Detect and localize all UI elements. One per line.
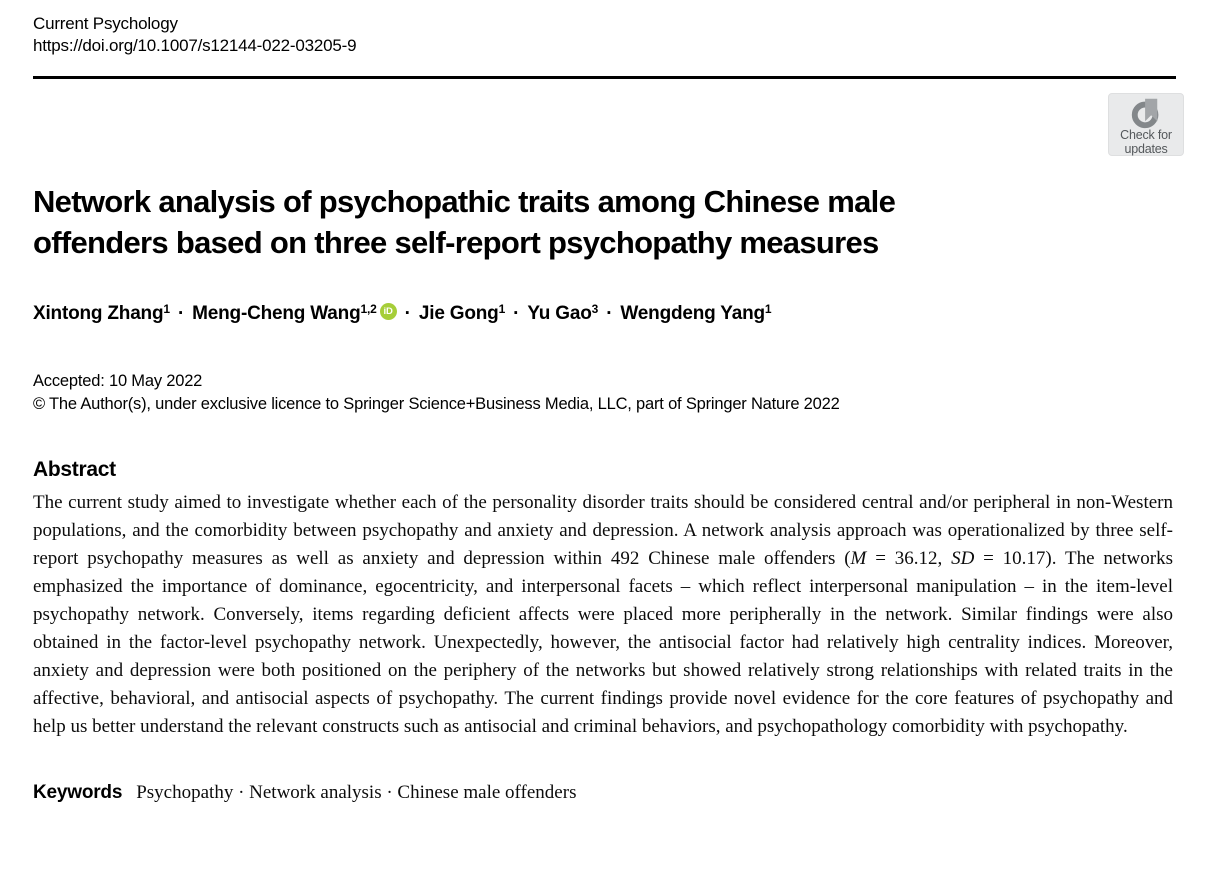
- journal-header: [33, 0, 1173, 57]
- check-for-updates-badge[interactable]: [1108, 93, 1184, 156]
- crossmark-icon: [1128, 96, 1164, 132]
- author-name: Yu Gao: [527, 303, 592, 324]
- author-affiliation-sup: 1: [764, 302, 772, 316]
- keywords-list: Psychopathy · Network analysis · Chinese male offenders: [136, 782, 577, 803]
- keywords-line: [33, 782, 1173, 804]
- keywords-label: Keywords: [33, 782, 123, 803]
- author-separator: ·: [172, 303, 190, 324]
- author-line: [33, 302, 1173, 325]
- article-title: Network analysis of psychopathic traits among Chinese male offenders based on three self-report psychopathy measures: [33, 184, 896, 260]
- doi-text: https://doi.org/10.1007/s12144-022-03205-9: [33, 36, 357, 55]
- abstract-text-segment: The current study aimed to investigate whether each of the personality disorder traits should be considered central and/or peripheral in non-Western populations, and the comorbidity between psychopathy and anxiety and depression. A network analysis approach was operationalized by three self-report psychopathy measures as well as anxiety and depression within 492 Chinese male offenders (: [33, 492, 1173, 569]
- abstract-heading: Abstract: [33, 458, 116, 481]
- author-name: Wengdeng Yang: [620, 303, 765, 324]
- author-name: Xintong Zhang: [33, 303, 164, 324]
- author-separator: ·: [601, 303, 618, 324]
- abstract-italic-term: SD: [951, 548, 975, 569]
- author-separator: ·: [399, 303, 416, 324]
- accepted-date: Accepted: 10 May 2022: [33, 372, 203, 390]
- orcid-icon[interactable]: iD: [380, 303, 397, 320]
- badge-label-line1: Check for: [1120, 128, 1172, 142]
- abstract-text-segment: = 36.12,: [866, 548, 952, 569]
- author-affiliation-sup: 1: [163, 302, 170, 316]
- meta-block: [33, 370, 1173, 416]
- author-name: Meng-Cheng Wang: [192, 303, 361, 324]
- abstract-text: [33, 489, 1173, 741]
- author-name: Jie Gong: [418, 303, 499, 324]
- copyright-line: © The Author(s), under exclusive licence to Springer Science+Business Media, LLC, part of Springer Nature 2022: [33, 395, 840, 413]
- journal-name: Current Psychology: [33, 14, 178, 33]
- badge-label-line2: updates: [1124, 141, 1168, 156]
- header-rule: [33, 76, 1176, 79]
- author-affiliation-sup: 3: [591, 302, 599, 316]
- badge-label: [1120, 129, 1172, 156]
- author-separator: ·: [508, 303, 525, 324]
- author-affiliation-sup: 1,2: [360, 302, 377, 316]
- abstract-text-segment: = 10.17). The networks emphasized the importance of dominance, egocentricity, and interpersonal facets – which reflect interpersonal manipulation – in the item-level psychopathy network. Conversely, items regarding deficient affects were placed more peripherally in the network. Similar findings were also obtained in the factor-level psychopathy network. Unexpectedly, however, the antisocial factor had relatively high centrality indices. Moreover, anxiety and depression were both positioned on the periphery of the networks but showed relatively strong relationships with related traits in the affective, behavioral, and antisocial aspects of psychopathy. The current findings provide novel evidence for the core features of psychopathy and help us better understand the relevant constructs such as antisocial and criminal behaviors, and psychopathology comorbidity with psychopathy.: [33, 548, 1173, 737]
- author-affiliation-sup: 1: [498, 302, 506, 316]
- abstract-italic-term: M: [850, 548, 867, 569]
